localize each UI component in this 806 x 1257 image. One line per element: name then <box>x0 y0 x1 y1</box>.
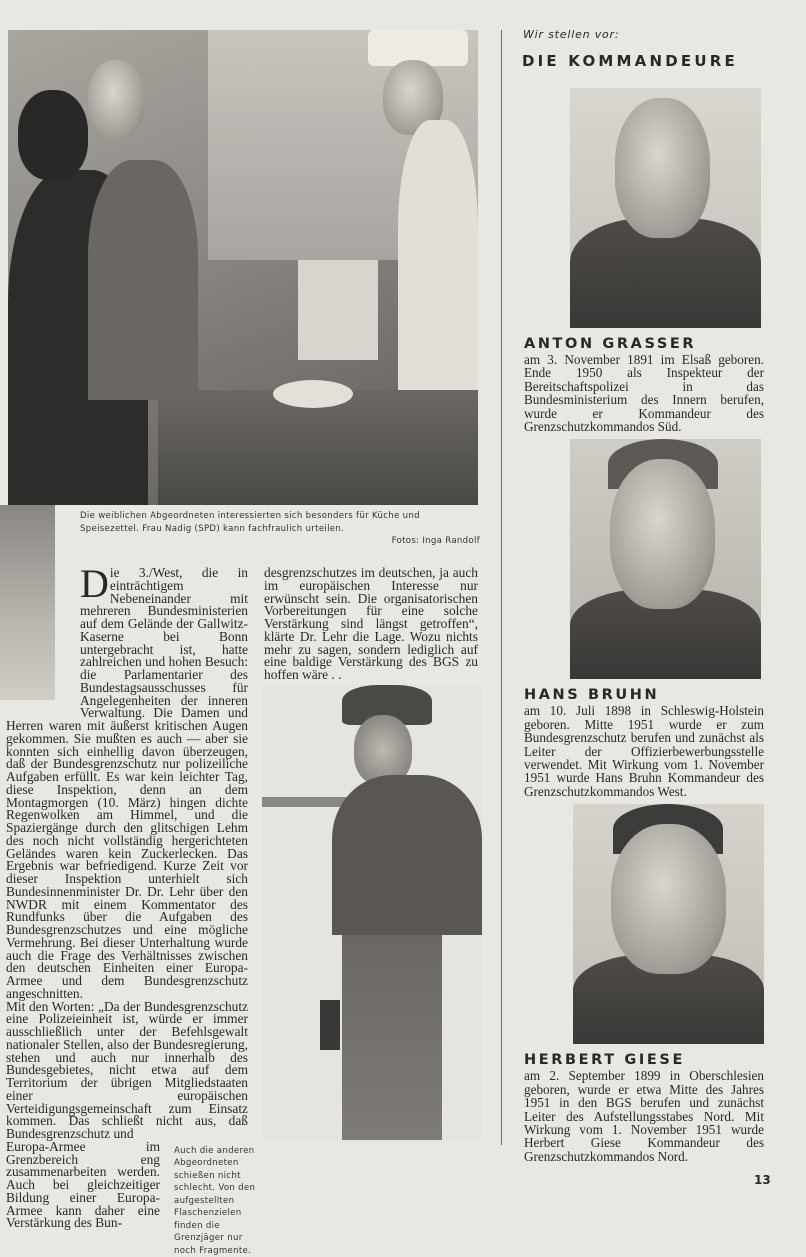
column-divider <box>501 30 502 1145</box>
kitchen-photo-caption <box>80 510 480 548</box>
sidebar-title: DIE KOMMANDEURE <box>522 52 738 70</box>
commander-name: HERBERT GIESE <box>524 1052 685 1069</box>
kitchen-inspection-photo <box>8 30 478 505</box>
commander-entry <box>524 804 764 1163</box>
soldier-photo-caption: Auch die anderen Abgeordneten schießen nicht schlecht. Von den aufgestellten Flaschenzielen finden die Grenzjäger nur noch Fragmente. <box>174 1145 256 1256</box>
commander-list <box>524 88 764 1169</box>
photo-credit: Fotos: Inga Randolf <box>391 536 480 546</box>
article-column-1-bottom: Europa-Armee im Grenzbereich eng zusammenarbeiten werden. Auch bei gleichzeitiger Bildung einer Europa-Armee kann daher eine Verstärkung des Bun- <box>6 1138 160 1231</box>
sidebar-kicker: Wir stellen vor: <box>523 28 620 41</box>
soldier-shooting-photo <box>262 685 482 1142</box>
article-column-2: desgrenzschutzes im deutschen, ja auch im europäischen Interesse nur erwünscht sein. Die organisatorischen Vorbereitungen für eine solche Verstärkung sind längst getroffen“, klärte Dr. Lehr die Lage. Wozu nichts mehr zu sagen, sondern lediglich auf eine baldige Verstärkung des BGS zu hoffen wäre . . <box>264 565 478 682</box>
article-para-2: Mit den Worten: „Da der Bundesgrenzschutz eine Polizeieinheit ist, würde er immer ausschließlich unter der Befehlsgewalt nationaler Stellen, also der Bundesregierung, stehen und auch nur innerhalb des Bundesgebietes, nicht etwa auf dem Territorium der übrigen Mitgliedstaaten einer europäischen Verteidigungsgemeinschaft zum Einsatz kommen. Das schließt nicht aus, daß Bundesgrenzschutz und <box>6 998 248 1141</box>
commander-bio: am 10. Juli 1898 in Schleswig-Holstein geboren. Mitte 1951 wurde er zum Bundesgrenzschutz berufen und zunächst als Leiter der Offizierbewerbungsstelle verwendet. Mit Wirkung vom 1. November 1951 wurde Hans Bruhn Kommandeur des Grenzschutzkommandos West. <box>524 703 764 799</box>
portrait-hans-bruhn <box>570 439 761 679</box>
drop-cap: D <box>80 561 109 606</box>
article-para-1-start: ie 3./West, die in einträchtigem Nebeneinander mit mehreren Bundesministerien auf dem Gelände der Gallwitz-Kaserne bei Bonn untergebracht ist, hatte zahlreichen und hohen Besuch: die Parlamentarier des Bundestagsausschusses für Angelegenheiten der inneren Verwaltung. Die Damen und Herren waren mit äußerst kritischen Augen gekommen. Sie mußten <box>6 565 248 746</box>
kitchen-caption-text: Die weiblichen Abgeordneten interessierten sich besonders für Küche und Speisezettel. Frau Nadig (SPD) kann fachfraulich urteilen. <box>80 511 420 534</box>
column-1-indent <box>6 567 80 720</box>
commander-entry <box>524 88 764 433</box>
commander-name: HANS BRUHN <box>524 687 660 704</box>
page-number: 13 <box>754 1173 771 1188</box>
commander-bio: am 2. September 1899 in Oberschlesien geboren, wurde er etwa Mitte des Jahres 1951 in den BGS berufen und zunächst Leiter des Aufstellungsstabes Nord. Mit Wirkung vom 1. November 1951 wurde Herbert Giese Kommandeur des Grenzschutzkommandos Nord. <box>524 1068 764 1164</box>
commander-name: ANTON GRASSER <box>524 336 697 352</box>
portrait-anton-grasser <box>570 88 761 328</box>
portrait-herbert-giese <box>573 804 764 1044</box>
article-para-1-cont: es auch — aber sie konnten sich einhellig davon überzeugen, daß der Bundesgrenzschutz nur polizeiliche Aufgaben erfüllt. Es war kein leichter Tag, diese Inspektion, denn an dem Montagmorgen (10. März) hingen dichte Regenwolken am Himmel, und die Spaziergänge durch den glitschigen Lehm des noch nicht vollständig hergerichteten Geländes waren kein Zuckerlecken. Das Ergebnis war befriedigend. Kurze Zeit vor dieser Inspektion unterhielt sich Bundesinnenminister Dr. Dr. Lehr über den NWDR mit einem Kommentator des Rundfunks über die Aufgaben des Bundesgrenzschutzes und eine mögliche Vermehrung. Bei dieser Unterhaltung wurde auch die Frage des Verhältnisses zwischen den deutschen Einheiten einer Europa-Armee und dem Bundesgrenzschutz angeschnitten. <box>6 730 248 1001</box>
article-column-1 <box>6 561 248 1231</box>
commander-entry <box>524 439 764 798</box>
commander-bio: am 3. November 1891 im Elsaß geboren. Ende 1950 als Inspekteur der Bereitschaftspolizei in das Bundesministerium des Innern berufen, wurde er Kommandeur des Grenzschutzkommandos Süd. <box>524 352 764 435</box>
